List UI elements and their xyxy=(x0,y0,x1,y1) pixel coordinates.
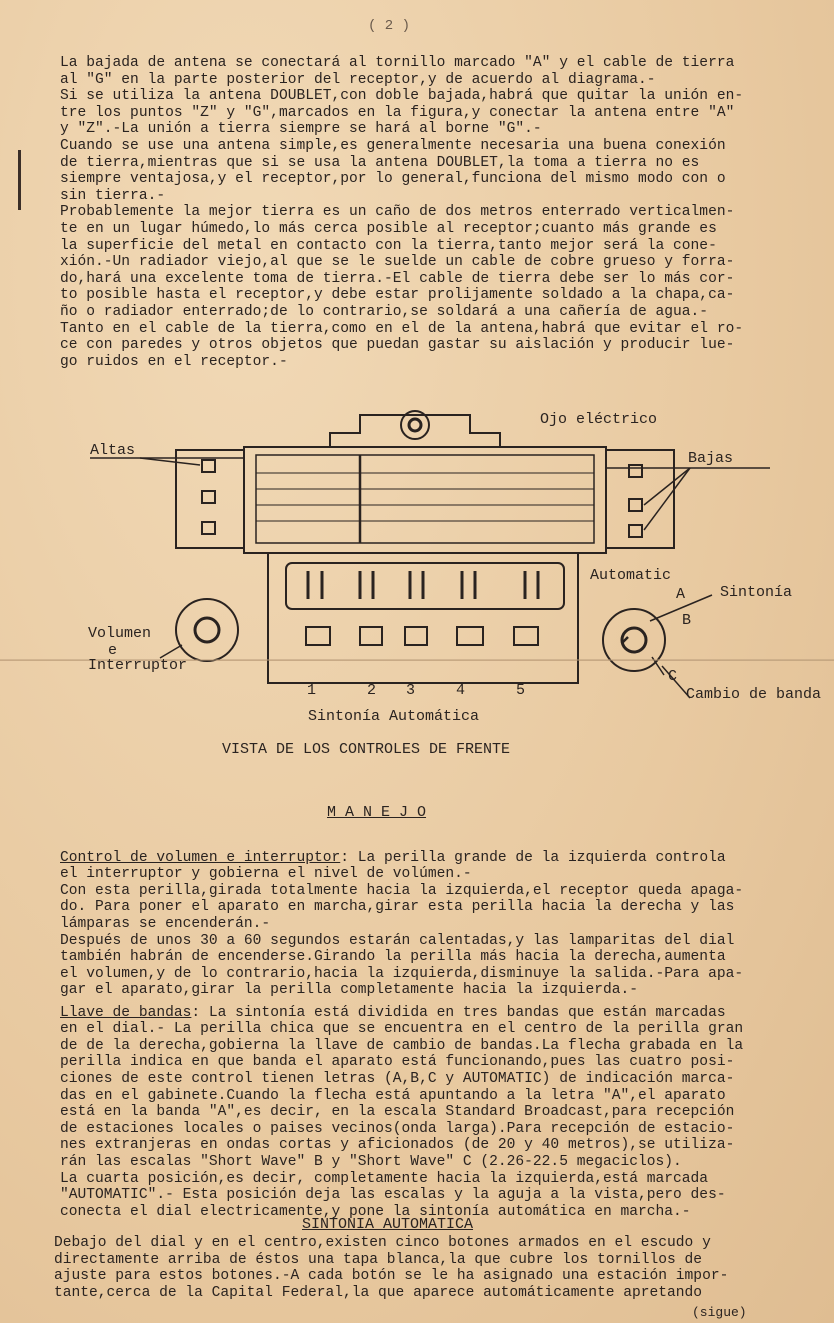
bandas-heading: Llave de bandas xyxy=(60,1004,192,1021)
ground-terminal-3 xyxy=(629,525,642,537)
text-line: xión.-Un radiador viejo,al que se le suelde un cable de cobre grueso y forra- xyxy=(60,254,735,271)
volumen-section xyxy=(60,833,832,999)
ground-terminal-2 xyxy=(629,499,642,511)
text-line: Con esta perilla,girada totalmente hacia la izquierda,el receptor queda apaga- xyxy=(60,882,744,899)
text-line: también habrán de encenderse.Girando la perilla más hacia la derecha,aumenta xyxy=(60,949,726,966)
manejo-title: M A N E J O xyxy=(327,804,427,821)
bandas-text xyxy=(60,1021,832,1220)
preset-button-2 xyxy=(360,627,382,645)
label-volumen: Volumen xyxy=(88,625,152,642)
label-bajas: Bajas xyxy=(688,450,734,467)
text-line: rán las escalas "Short Wave" B y "Short Wave" C (2.26-22.5 megaciclos). xyxy=(60,1153,682,1170)
text-line: sin tierra.- xyxy=(60,187,166,204)
text-line: está en la banda "A",es decir, en la escala Standard Broadcast,para recepción xyxy=(60,1104,735,1121)
text-line: ciones de este control tienen letras (A,B,C y AUTOMATIC) de indicación marca- xyxy=(60,1070,735,1087)
sintonia-text xyxy=(54,1235,826,1301)
text-line: nes extranjeras en ondas cortas y aficionados (de 20 y 40 metros),se utiliza- xyxy=(60,1137,735,1154)
text-line: el volumen,y de lo contrario,hacia la izquierda,disminuye la salida.-Para apa- xyxy=(60,965,744,982)
button-number-4: 4 xyxy=(456,682,466,699)
text-line: al "G" en la parte posterior del receptor,y de acuerdo al diagrama.- xyxy=(60,71,656,88)
text-line: Si se utiliza la antena DOUBLET,con doble bajada,habrá que quitar la unión en- xyxy=(60,88,744,105)
text-line: y "Z".-La unión a tierra siempre se hará al borne "G".- xyxy=(60,121,542,138)
text-line: de tierra,mientras que si se usa la antena DOUBLET,la toma a tierra no es xyxy=(60,154,700,171)
text-line: ce con paredes y otros objetos que puedan gastar su aislación y producir lue- xyxy=(60,337,735,354)
preset-button-4 xyxy=(457,627,483,645)
preset-button-5 xyxy=(514,627,538,645)
volumen-first-line: : La perilla grande de la izquierda controla xyxy=(340,849,726,866)
button-number-3: 3 xyxy=(406,682,416,699)
intro-text xyxy=(60,55,832,370)
text-line: de de la derecha,gobierna la llave de cambio de bandas.La flecha grabada en la xyxy=(60,1037,744,1054)
label-e: e xyxy=(108,642,118,659)
text-line: de estaciones locales o paises vecinos(onda larga).Para recepción de estacio- xyxy=(60,1120,735,1137)
front-controls-diagram xyxy=(0,395,834,765)
label-band-c: C xyxy=(668,668,678,685)
text-line: Probablemente la mejor tierra es un caño de dos metros enterrado verticalmen- xyxy=(60,204,735,221)
text-line: tante,cerca de la Capital Federal,la que aparece automáticamente apretando xyxy=(54,1284,703,1301)
page-number: ( 2 ) xyxy=(368,18,411,34)
label-sintonia-automatica: Sintonía Automática xyxy=(308,708,480,725)
label-cambio-de-banda: Cambio de banda xyxy=(686,686,822,703)
label-band-a: A xyxy=(676,586,686,603)
text-line: Debajo del dial y en el centro,existen cinco botones armados en el escudo y xyxy=(54,1235,711,1251)
text-line: lámparas se encenderán.- xyxy=(60,915,271,932)
ground-terminal-1 xyxy=(629,465,642,477)
text-line: Tanto en el cable de la tierra,como en el de la antena,habrá que evitar el ro- xyxy=(60,320,744,337)
text-line: do. Para poner el aparato en marcha,girar esta perilla hacia la derecha y las xyxy=(60,899,735,916)
text-line: go ruidos en el receptor.- xyxy=(60,353,288,370)
label-altas: Altas xyxy=(90,442,136,459)
continues-note: (sigue) xyxy=(692,1305,747,1320)
label-automatic: Automatic xyxy=(590,567,672,584)
text-line: la superficie del metal en contacto con la tierra,tanto mejor será la cone- xyxy=(60,237,717,254)
antenna-terminal-2 xyxy=(202,491,215,503)
text-line: en el dial.- La perilla chica que se encuentra en el centro de la perilla gran xyxy=(60,1021,744,1038)
text-line: to posible hasta el receptor,y debe estar prolijamente soldado a la chapa,ca- xyxy=(60,287,735,304)
text-line: conecta el dial electricamente,y pone la sintonía automática en marcha.- xyxy=(60,1203,691,1220)
label-ojo-electrico: Ojo eléctrico xyxy=(540,411,658,428)
text-line: tre los puntos "Z" y "G",marcados en la figura,y conectar la antena entre "A" xyxy=(60,104,735,121)
sintonia-title: SINTONIA AUTOMATICA xyxy=(302,1216,474,1233)
text-line: gar el aparato,girar la perilla completamente hacia la izquierda.- xyxy=(60,982,639,999)
preset-cover xyxy=(286,563,564,609)
text-line: "AUTOMATIC".- Esta posición deja las escalas y la aguja a la vista,pero des- xyxy=(60,1187,726,1204)
label-interruptor: Interruptor xyxy=(88,657,188,674)
text-line: el interruptor y gobierna el nivel de volúmen.- xyxy=(60,866,472,883)
volumen-text xyxy=(60,866,832,999)
margin-mark xyxy=(18,150,21,210)
label-band-b: B xyxy=(682,612,692,629)
text-line: La cuarta posición,es decir, completamente hacia la izquierda,está marcada xyxy=(60,1170,709,1187)
diagram-caption: VISTA DE LOS CONTROLES DE FRENTE xyxy=(222,741,511,758)
volume-knob xyxy=(176,599,238,661)
text-line: das en el gabinete.Cuando la flecha está apuntando a la letra "A",el aparato xyxy=(60,1087,726,1104)
text-line: Después de unos 30 a 60 segundos estarán calentadas,y las lamparitas del dial xyxy=(60,932,735,949)
preset-button-1 xyxy=(306,627,330,645)
antenna-terminal-1 xyxy=(202,460,215,472)
text-line: directamente arriba de éstos una tapa blanca,la que cubre los tornillos de xyxy=(54,1251,703,1268)
dial-window xyxy=(244,447,606,553)
button-number-5: 5 xyxy=(516,682,526,699)
text-line: ajuste para estos botones.-A cada botón se le ha asignado una estación impor- xyxy=(54,1268,729,1285)
text-line: perilla indica en que banda el aparato está funcionando,pues las cuatro posi- xyxy=(60,1054,735,1071)
text-line: ño o radiador enterrado;de lo contrario,se soldará a una cañería de agua.- xyxy=(60,303,709,320)
bandas-section xyxy=(60,988,832,1220)
text-line: La bajada de antena se conectará al tornillo marcado "A" y el cable de tierra xyxy=(60,55,735,71)
button-number-2: 2 xyxy=(367,682,377,699)
text-line: Cuando se use una antena simple,es generalmente necesaria una buena conexión xyxy=(60,137,726,154)
text-line: te en un lugar húmedo,lo más cerca posible al receptor;cuanto más grande es xyxy=(60,220,717,237)
antenna-terminal-3 xyxy=(202,522,215,534)
volumen-heading: Control de volumen e interruptor xyxy=(60,849,341,866)
button-number-1: 1 xyxy=(307,682,317,699)
bandas-first-line: : La sintonía está dividida en tres bandas que están marcadas xyxy=(191,1004,726,1021)
label-sintonia: Sintonía xyxy=(720,584,793,601)
preset-button-3 xyxy=(405,627,427,645)
text-line: siempre ventajosa,y el receptor,por lo general,funciona del mismo modo con o xyxy=(60,171,726,188)
text-line: do,hará una excelente toma de tierra.-El cable de tierra debe ser lo más cor- xyxy=(60,270,735,287)
